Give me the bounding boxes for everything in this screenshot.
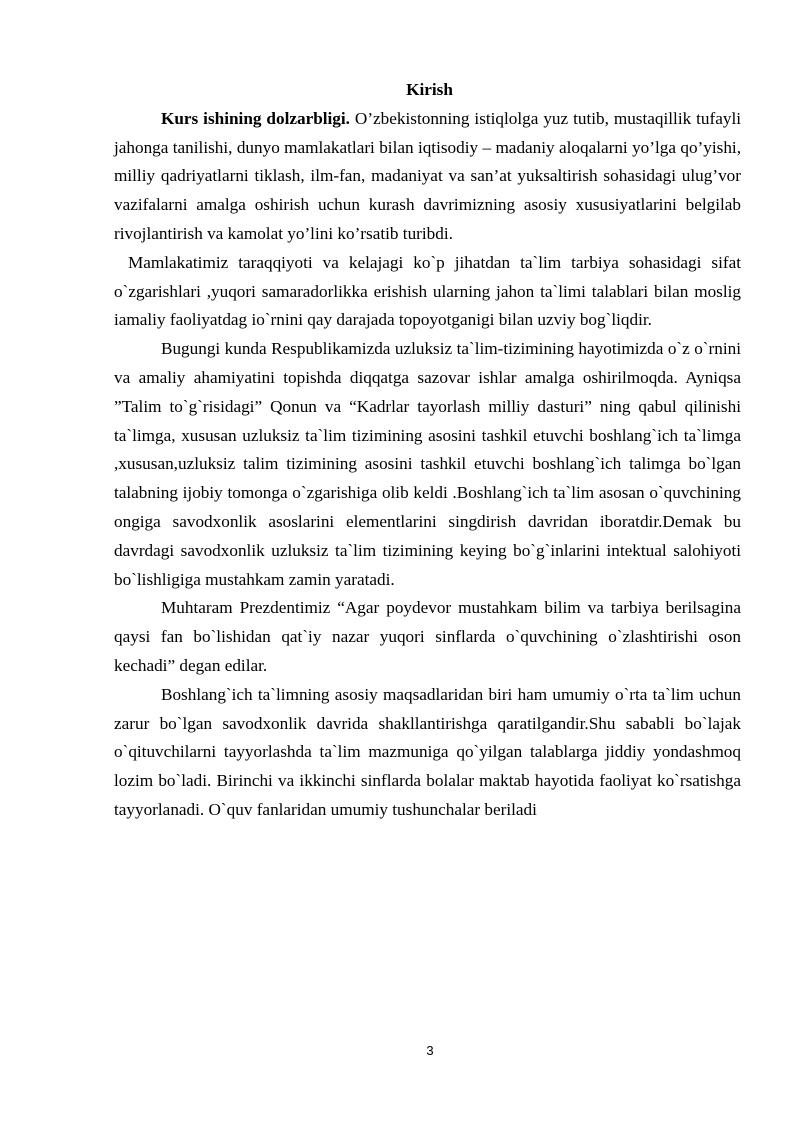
page-number: 3 xyxy=(426,1043,434,1058)
paragraph-2: Bugungi kunda Respublikamizda uzluksiz ta`lim-tizimining hayotimizda o`z o`rnini va amaliy ahamiyatini topishda diqqatga sazovar ishlar amalga oshirilmoqda. Ayniqsa ”Talim to`g`risidagi” Qonun va “Kadrlar tayorlash milliy dasturi” ning qabul qilinishi ta`limga, xususan uzluksiz ta`lim tizimining asosini tashkil etuvchi boshlang`ich ta`limga ,xususan,uzluksiz talim tizimining asosini tashkil etuvchi boshlang`ich talimga bo`lgan talabning ijobiy tomonga o`zgarishiga olib keldi .Boshlang`ich ta`lim asosan o`quvchining ongiga savodxonlik asoslarini elementlarini singdirish davridan iboratdir.Demak bu davrdagi savodxonlik uzluksiz ta`lim tizimining keying bo`g`inlarini intektual salohiyoti bo`lishligiga mustahkam zamin yaratadi. xyxy=(114,339,741,589)
paragraph-3: Muhtaram Prezdentimiz “Agar poydevor mustahkam bilim va tarbiya berilsagina qaysi fan bo`lishidan qat`iy nazar yuqori sinflarda o`quvchining o`zlashtirishi oson kechadi” degan edilar. xyxy=(114,598,741,675)
intro-lead: Kurs ishining dolzarbligi. xyxy=(161,108,350,128)
paragraph-4: Boshlang`ich ta`limning asosiy maqsadlaridan biri ham umumiy o`rta ta`lim uchun zarur bo`lgan savodxonlik davrida shakllantirishga qaratilgandir.Shu sababli bo`lajak o`qituvchilarni tayyorlashda ta`lim mazmuniga qo`yilgan talablarga jiddiy yondashmoq lozim bo`ladi. Birinchi va ikkinchi sinflarda bolalar maktab hayotida faoliyat ko`rsatishga tayyorlanadi. O`quv fanlaridan umumiy tushunchalar beriladi xyxy=(114,684,741,819)
paragraph-1: Mamlakatimiz taraqqiyoti va kelajagi ko`p jihatdan ta`lim tarbiya sohasidagi sifat o`zgarishlari ,yuqori samaradorlikka erishish ularning jahon ta`limi talablari bilan moslig iamaliy faoliyatdag io`rnini qay darajada topoyotganigi bilan uzviy bog`liqdir. xyxy=(114,252,741,330)
intro-text: O’zbekistonning istiqlolga yuz tutib, mustaqillik tufayli jahonga tanilishi, dunyo mamlakatlari bilan iqtisodiy – madaniy aloqalarni yo’lga qo’yishi, milliy qadriyatlarni tiklash, ilm-fan, madaniyat va san’at yuksaltirish sohasidagi ulug’vor vazifalarni amalga oshirish uchun kurash davrimizning asosiy xususiyatlarini belgilab rivojlantirish va kamolat yo’lini ko’rsatib turibdi. xyxy=(114,108,741,243)
page-title: Kirish xyxy=(406,80,453,99)
document-page xyxy=(114,76,741,825)
intro-paragraph xyxy=(114,105,741,249)
